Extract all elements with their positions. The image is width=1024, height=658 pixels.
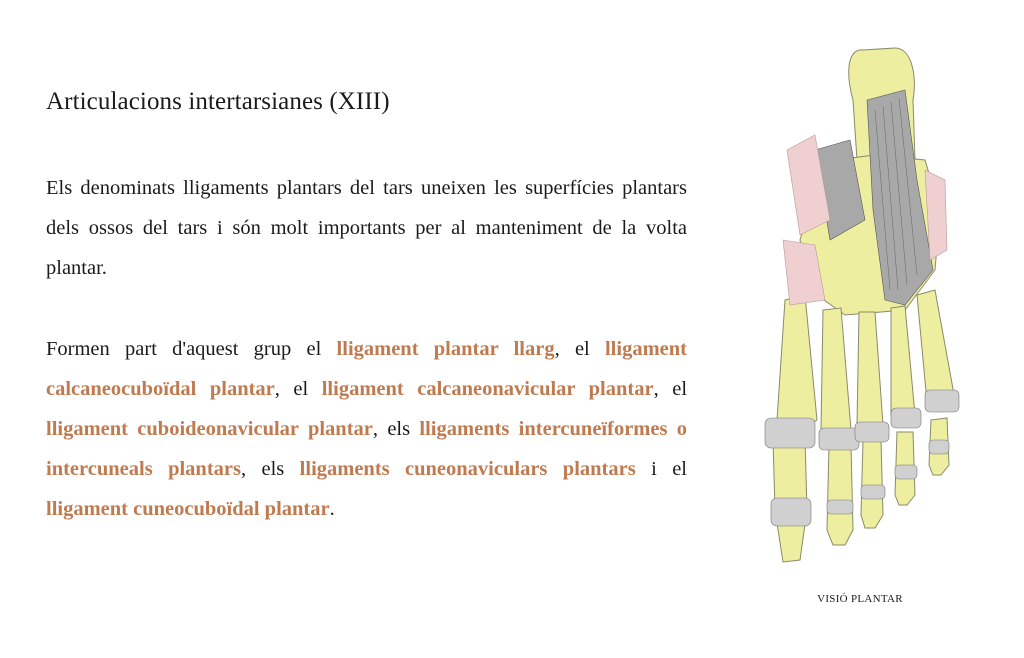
ip-capsule-1: [771, 498, 811, 526]
text-segment: Formen part d'aquest grup el: [46, 338, 337, 360]
metatarsal-2: [821, 308, 851, 440]
text-segment: .: [329, 498, 335, 520]
ip-capsule-3: [861, 485, 885, 499]
term-lligaments-cuneonaviculars[interactable]: lligaments cuneonaviculars plantars: [299, 458, 636, 480]
ip-capsule-2: [827, 500, 853, 514]
mtp-capsule-2: [819, 428, 859, 450]
text-segment: , el: [653, 378, 688, 400]
term-lligaments-intercuneiformes[interactable]: lligaments intercuneïformes o intercuneals plantars: [46, 418, 688, 480]
text-segment: , el: [554, 338, 605, 360]
toe-2: [827, 445, 853, 545]
term-lligament-plantar-llarg[interactable]: lligament plantar llarg: [336, 338, 555, 360]
mtp-capsule-1: [765, 418, 815, 448]
page-title: Articulacions intertarsianes (XIII): [46, 88, 390, 115]
text-segment: , els: [372, 418, 420, 440]
term-lligament-calcaneonavicular-plantar[interactable]: lligament calcaneonavicular plantar: [321, 378, 654, 400]
ip-capsule-5: [929, 440, 949, 454]
ligament-list-paragraph: [46, 329, 687, 529]
term-lligament-cuboideonavicular-plantar[interactable]: lligament cuboideonavicular plantar: [46, 418, 373, 440]
metatarsal-1: [777, 295, 817, 435]
toe-3: [861, 440, 883, 528]
term-lligament-cuneocuboidal[interactable]: lligament cuneocuboïdal plantar: [46, 498, 330, 520]
metatarsal-3: [857, 312, 883, 435]
mtp-capsule-3: [855, 422, 889, 442]
mtp-capsule-5: [925, 390, 959, 412]
figure-caption: VISIÓ PLANTAR: [817, 593, 903, 605]
intro-paragraph: Els denominats lligaments plantars del tars uneixen les superfícies plantars dels ossos del tars i són molt importants per al manteniment de la volta plantar.: [46, 177, 687, 279]
foot-plantar-illustration: [755, 40, 970, 570]
mtp-capsule-4: [891, 408, 921, 428]
text-segment: i el: [635, 458, 687, 480]
text-segment: , el: [274, 378, 322, 400]
ip-capsule-4: [895, 465, 917, 479]
text-segment: , els: [240, 458, 300, 480]
term-lligament-calcaneocuboidal-plantar[interactable]: lligament calcaneocuboïdal plantar: [46, 338, 687, 400]
metatarsal-4: [891, 306, 915, 425]
